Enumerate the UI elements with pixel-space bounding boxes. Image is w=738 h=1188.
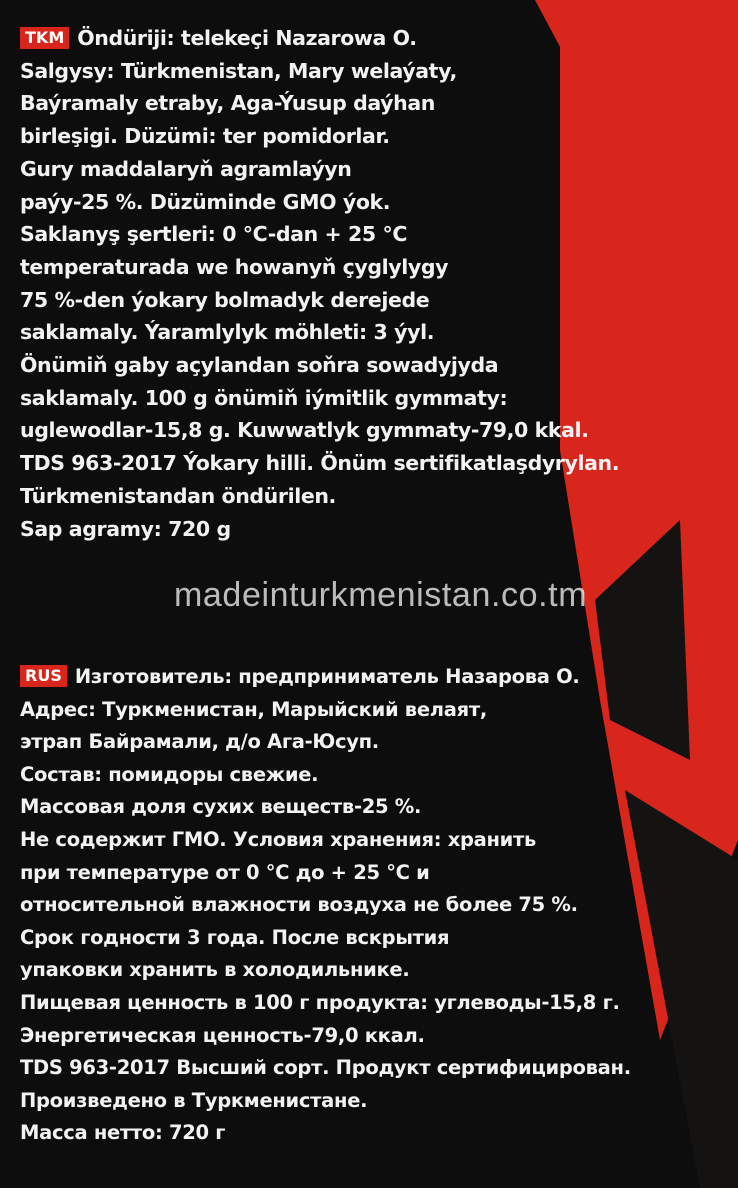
tkm-line: Gury maddalaryň agramlaýyn: [20, 156, 352, 181]
tkm-line: temperaturada we howanyň çyglylygy: [20, 254, 449, 279]
rus-line: относительной влажности воздуха не более 75 %.: [20, 893, 578, 917]
rus-line: Произведено в Туркменистане.: [20, 1088, 368, 1112]
tkm-line-text: Öndüriji: telekeçi Nazarowa O.: [77, 26, 417, 50]
tkm-line: saklamaly. Ýaramlylyk möhleti: 3 ýyl.: [20, 320, 435, 345]
rus-line: Не содержит ГМО. Условия хранения: хранить: [20, 827, 537, 851]
tkm-language-badge: TKM: [20, 27, 69, 49]
rus-line: Массовая доля сухих веществ-25 %.: [20, 795, 422, 819]
rus-line: при температуре от 0 °С до + 25 °С и: [20, 860, 430, 884]
rus-line: Пищевая ценность в 100 г продукта: углеводы-15,8 г.: [20, 990, 620, 1014]
rus-line: Срок годности 3 года. После вскрытия: [20, 925, 450, 949]
tkm-line: Salgysy: Türkmenistan, Mary welaýaty,: [20, 58, 457, 83]
tkm-line: Türkmenistandan öndürilen.: [20, 483, 336, 508]
rus-line-text: Изготовитель: предприниматель Назарова О.: [74, 665, 580, 688]
rus-line: этрап Байрамали, д/о Ага-Юсуп.: [20, 730, 379, 754]
rus-line: Энергетическая ценность-79,0 ккал.: [20, 1023, 425, 1047]
rus-label-text: [20, 661, 631, 1150]
tkm-label-text: [20, 22, 619, 545]
rus-line: Состав: помидоры свежие.: [20, 762, 319, 786]
tkm-line: Önümiň gaby açylandan soňra sowadyjyda: [20, 353, 499, 378]
rus-line: TDS 963-2017 Высший сорт. Продукт сертифицирован.: [20, 1056, 631, 1080]
tkm-line: saklamaly. 100 g önümiň iýmitlik gymmaty:: [20, 385, 508, 410]
tkm-line: birleşigi. Düzümi: ter pomidorlar.: [20, 124, 390, 149]
tkm-line: Sap agramy: 720 g: [20, 516, 231, 541]
rus-line-1: [20, 661, 631, 694]
tkm-line-1: [20, 22, 619, 55]
tkm-line: Saklanyş şertleri: 0 °C-dan + 25 °C: [20, 222, 407, 247]
site-watermark: madeinturkmenistan.co.tm: [174, 576, 588, 614]
tkm-line: uglewodlar-15,8 g. Kuwwatlyk gymmaty-79,0 kkal.: [20, 418, 589, 443]
tkm-line: Baýramaly etraby, Aga-Ýusup daýhan: [20, 91, 435, 116]
rus-line: Масса нетто: 720 г: [20, 1121, 226, 1145]
rus-line: Адрес: Туркменистан, Марыйский велаят,: [20, 697, 487, 721]
tkm-line: paýy-25 %. Düzüminde GMO ýok.: [20, 189, 391, 214]
rus-language-badge: RUS: [20, 665, 67, 687]
rus-line: упаковки хранить в холодильнике.: [20, 958, 410, 982]
tkm-line: 75 %-den ýokary bolmadyk derejede: [20, 287, 430, 312]
tkm-line: TDS 963-2017 Ýokary hilli. Önüm sertifikatlaşdyrylan.: [20, 451, 620, 476]
